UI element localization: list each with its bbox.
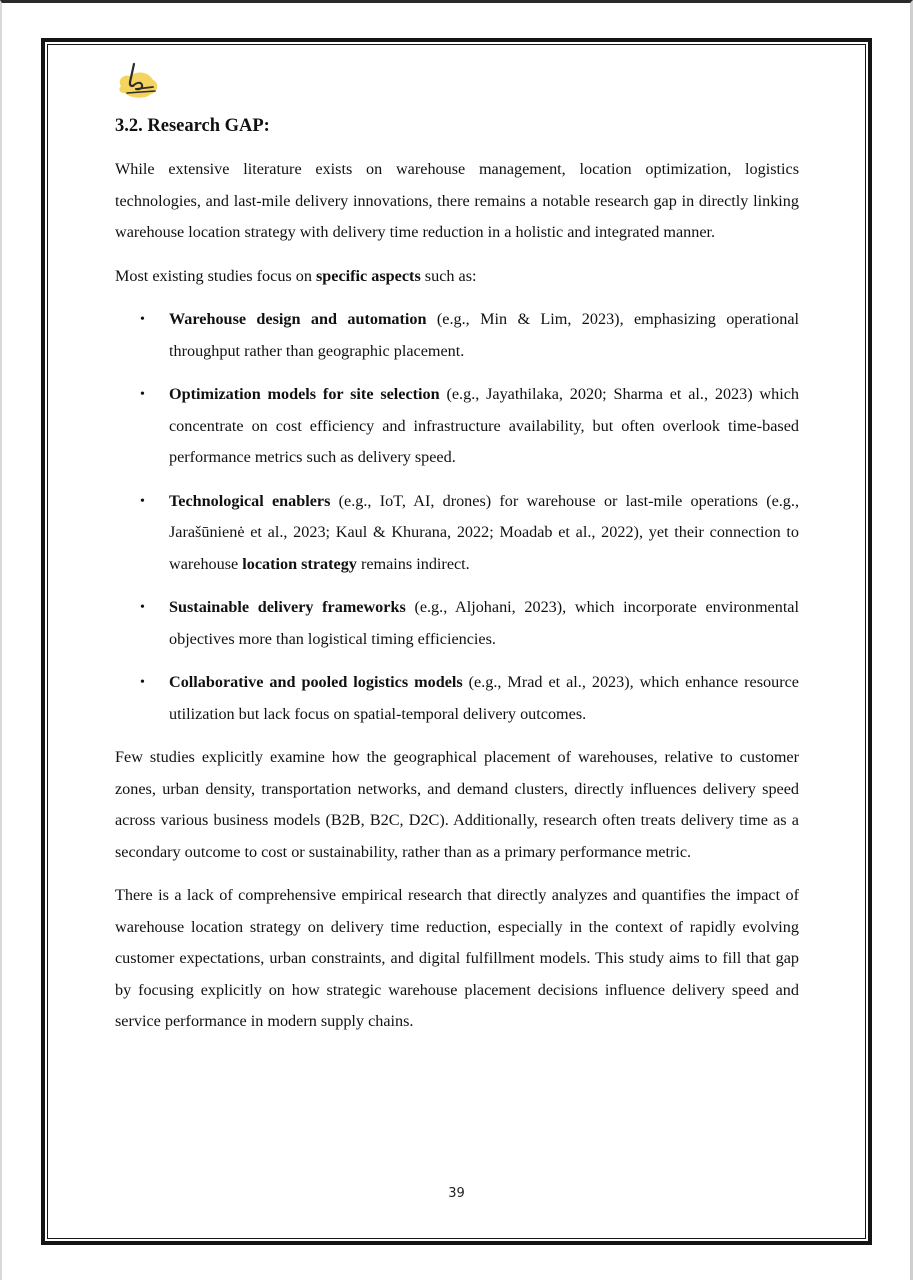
bullets-intro-after: such as:: [420, 266, 477, 285]
list-item: [115, 304, 799, 367]
list-item-bold: Technological enablers: [169, 491, 331, 510]
list-item: [115, 667, 799, 730]
page-content: [115, 112, 799, 1050]
list-item-text: (e.g., Jayathilaka, 2020; Sharma et al., 2023) which concentrate on cost efficiency and infrastructure availability, but often overlook time-based performance metrics such as delivery speed.: [169, 385, 799, 466]
list-item: [115, 592, 799, 655]
list-item-bold-inline: location strategy: [242, 554, 357, 573]
list-item: [115, 486, 799, 581]
page-number: 39: [448, 1186, 465, 1201]
list-item-bold: Optimization models for site selection: [169, 385, 440, 403]
list-item-text-end: remains indirect.: [356, 554, 470, 573]
research-aspects-list: [115, 304, 799, 730]
section-title: 3.2. Research GAP:: [115, 116, 270, 136]
bullet-dot: •: [140, 600, 145, 615]
paragraph-conclusion: There is a lack of comprehensive empirical research that directly analyzes and quantifies the impact of warehouse location strategy on delivery time reduction, especially in the context of rapidly evolving customer expectations, urban constraints, and digital fulfillment models. This study aims to fill that gap by focusing explicitly on how strategic warehouse placement decisions influence delivery speed and service performance in modern supply chains.: [115, 886, 799, 1030]
list-item: [115, 379, 799, 474]
list-item-bold: Collaborative and pooled logistics models: [169, 673, 463, 691]
bullets-intro-before: Most existing studies focus on: [115, 266, 316, 285]
list-item-text: (e.g., IoT, AI, drones) for warehouse or last-mile operations (e.g., Jarašūnienė et al., 2023; Kaul & Khurana, 2022; Moadab et al., 2022), yet their connection to warehouse: [169, 491, 799, 573]
bullet-dot: •: [140, 675, 145, 690]
bullets-intro-bold: specific aspects: [316, 266, 421, 285]
paragraph-few-studies: Few studies explicitly examine how the geographical placement of warehouses, relative to customer zones, urban density, transportation networks, and demand clusters, directly influences delivery speed across various business models (B2B, B2C, D2C). Additionally, research often treats delivery time as a secondary outcome to cost or sustainability, rather than as a primary performance metric.: [115, 748, 799, 861]
bullets-intro: [115, 261, 799, 293]
list-item-text: (e.g., Mrad et al., 2023), which enhance resource utilization but lack focus on spatial-temporal delivery outcomes.: [169, 673, 799, 723]
list-item-bold: Sustainable delivery frameworks: [169, 598, 406, 616]
list-item-text: (e.g., Aljohani, 2023), which incorporate environmental objectives more than logistical timing efficiencies.: [169, 598, 799, 648]
bullet-dot: •: [140, 387, 145, 402]
pen-writing-icon: [115, 60, 163, 102]
bullet-dot: •: [140, 493, 145, 509]
list-item-text: (e.g., Min & Lim, 2023), emphasizing operational throughput rather than geographic placement.: [169, 310, 799, 360]
list-item-bold: Warehouse design and automation: [169, 310, 427, 328]
paragraph-intro: While extensive literature exists on warehouse management, location optimization, logistics technologies, and last-mile delivery innovations, there remains a notable research gap in directly linking warehouse location strategy with delivery time reduction in a holistic and integrated manner.: [115, 160, 799, 241]
bullet-dot: •: [140, 312, 145, 327]
